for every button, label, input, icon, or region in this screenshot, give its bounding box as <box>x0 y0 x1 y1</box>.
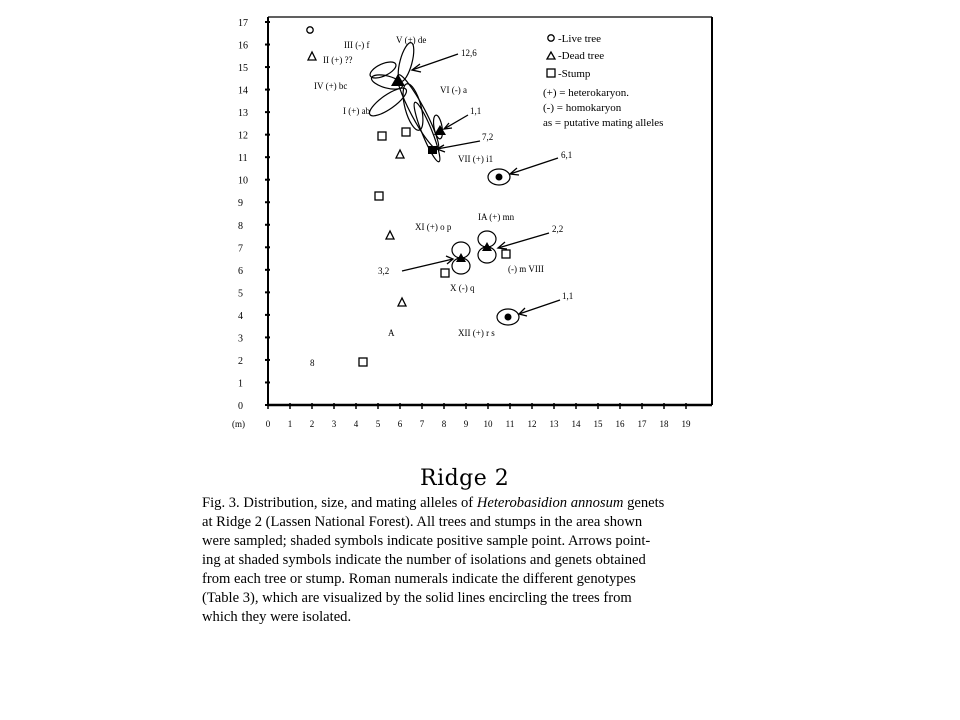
x-tick-label: 7 <box>419 419 425 429</box>
stump-symbol <box>359 358 367 366</box>
positive-live-tree <box>505 314 512 321</box>
dead-tree-symbol <box>396 150 404 158</box>
stump-symbol <box>375 192 383 200</box>
x-tick-label: 0 <box>265 419 271 429</box>
caption-line: ing at shaded symbols indicate the number of isolations and genets obtained <box>202 552 646 568</box>
y-tick-label: 0 <box>238 401 243 412</box>
y-tick-label: 17 <box>238 18 248 29</box>
figure-caption <box>202 494 762 627</box>
genotype-label: 8 <box>310 358 315 368</box>
genotype-label: (-) m VIII <box>508 264 544 274</box>
dead-tree-symbol <box>308 52 316 60</box>
isolation-count-label: 6,1 <box>561 150 573 160</box>
x-tick-label: 17 <box>637 419 647 429</box>
x-tick-label: 1 <box>287 419 293 429</box>
dead-tree-symbol <box>386 231 394 239</box>
legend-circle-icon <box>548 35 554 41</box>
legend-stump: -Stump <box>558 68 591 80</box>
y-tick-label: 1 <box>238 378 243 390</box>
genotype-label: V (+) de <box>396 35 427 45</box>
legend-live-tree: -Live tree <box>558 33 602 45</box>
legend-triangle-icon <box>547 52 555 59</box>
isolation-count-labels <box>378 48 573 301</box>
y-tick-label: 16 <box>238 40 248 52</box>
isolation-count-label: 7,2 <box>482 132 494 142</box>
isolation-count-label: 1,1 <box>562 291 574 301</box>
genotype-label: VI (-) a <box>440 85 467 95</box>
genotype-label: IA (+) mn <box>478 212 515 222</box>
x-tick-label: 18 <box>659 419 669 429</box>
legend-note: (-) = homokaryon <box>543 102 622 114</box>
y-tick-label: 11 <box>238 153 248 165</box>
legend <box>543 33 663 129</box>
genotype-label: I (+) ab <box>343 106 371 116</box>
x-tick-label: 16 <box>615 419 625 429</box>
positive-stump <box>428 146 437 154</box>
genotype-label: A <box>388 328 395 338</box>
y-tick-label: 7 <box>238 243 243 255</box>
legend-dead-tree: -Dead tree <box>558 50 605 62</box>
genotype-label: VII (+) i1 <box>458 154 494 164</box>
caption-line: (Table 3), which are visualized by the solid lines encircling the trees from <box>202 590 632 606</box>
isolation-count-label: 3,2 <box>378 266 390 276</box>
y-tick-label: 15 <box>238 63 248 75</box>
x-tick-label: 5 <box>375 419 381 429</box>
x-tick-label: 2 <box>309 419 315 429</box>
x-tick-label: 12 <box>527 419 537 429</box>
y-tick-label: 10 <box>238 175 248 187</box>
dead-tree-symbol <box>398 298 406 306</box>
stump-symbol <box>402 128 410 136</box>
genotype-label: III (-) f <box>344 40 370 50</box>
legend-square-icon <box>547 69 555 77</box>
caption-line: from each tree or stump. Roman numerals indicate the different genotypes <box>202 571 636 587</box>
genotype-label: XII (+) r s <box>458 328 495 338</box>
y-tick-label: 3 <box>238 333 243 345</box>
y-tick-label: 12 <box>238 130 248 142</box>
genet-outlines <box>366 41 519 325</box>
caption-line: were sampled; shaded symbols indicate positive sample point. Arrows point- <box>202 533 651 549</box>
x-tick-label: 10 <box>483 419 493 429</box>
y-tick-label: 2 <box>238 355 243 367</box>
x-tick-label: 13 <box>549 419 559 429</box>
legend-note: as = putative mating alleles <box>543 117 664 129</box>
x-tick-label: 19 <box>681 419 691 429</box>
y-tick-label: 14 <box>238 85 248 97</box>
x-tick-label: 8 <box>441 419 447 429</box>
live-tree-symbol <box>307 27 313 33</box>
x-tick-label: 6 <box>397 419 403 429</box>
positive-live-tree <box>496 174 503 181</box>
legend-note: (+) = heterokaryon. <box>543 87 630 99</box>
y-tick-label: 6 <box>238 265 243 277</box>
distribution-map-figure <box>220 12 720 437</box>
positive-dead-tree <box>391 74 405 86</box>
isolation-count-label: 12,6 <box>461 48 477 58</box>
x-tick-label: 15 <box>593 419 603 429</box>
caption-line: Fig. 3. Distribution, size, and mating alleles of Heterobasidion annosum genets <box>202 495 665 511</box>
y-tick-label: 5 <box>238 288 243 300</box>
x-tick-label: 11 <box>505 419 515 429</box>
genotype-label: IV (+) bc <box>314 81 348 91</box>
genotype-label: X (-) q <box>450 283 475 293</box>
y-tick-label: 4 <box>238 310 243 322</box>
positive-dead-tree <box>434 125 446 135</box>
isolation-arrows <box>402 54 560 316</box>
x-tick-label: 9 <box>463 419 469 429</box>
isolation-count-label: 1,1 <box>470 106 482 116</box>
caption-line: at Ridge 2 (Lassen National Forest). All trees and stumps in the area shown <box>202 514 643 530</box>
stump-symbol <box>378 132 386 140</box>
isolation-count-label: 2,2 <box>552 224 564 234</box>
genotype-label: II (+) ?? <box>323 55 353 65</box>
axis-ticks <box>232 18 691 429</box>
axis-unit-label: (m) <box>232 419 245 429</box>
x-tick-label: 3 <box>331 419 337 429</box>
tree-symbols <box>307 27 512 366</box>
caption-line: which they were isolated. <box>202 609 352 625</box>
stump-symbol <box>441 269 449 277</box>
figure-title: Ridge 2 <box>420 466 510 491</box>
x-tick-label: 14 <box>571 419 581 429</box>
y-tick-label: 8 <box>238 220 243 232</box>
genotype-label: XI (+) o p <box>415 222 452 232</box>
x-tick-label: 4 <box>353 419 359 429</box>
y-tick-label: 13 <box>238 108 248 120</box>
stump-symbol <box>502 250 510 258</box>
y-tick-label: 9 <box>238 198 243 210</box>
